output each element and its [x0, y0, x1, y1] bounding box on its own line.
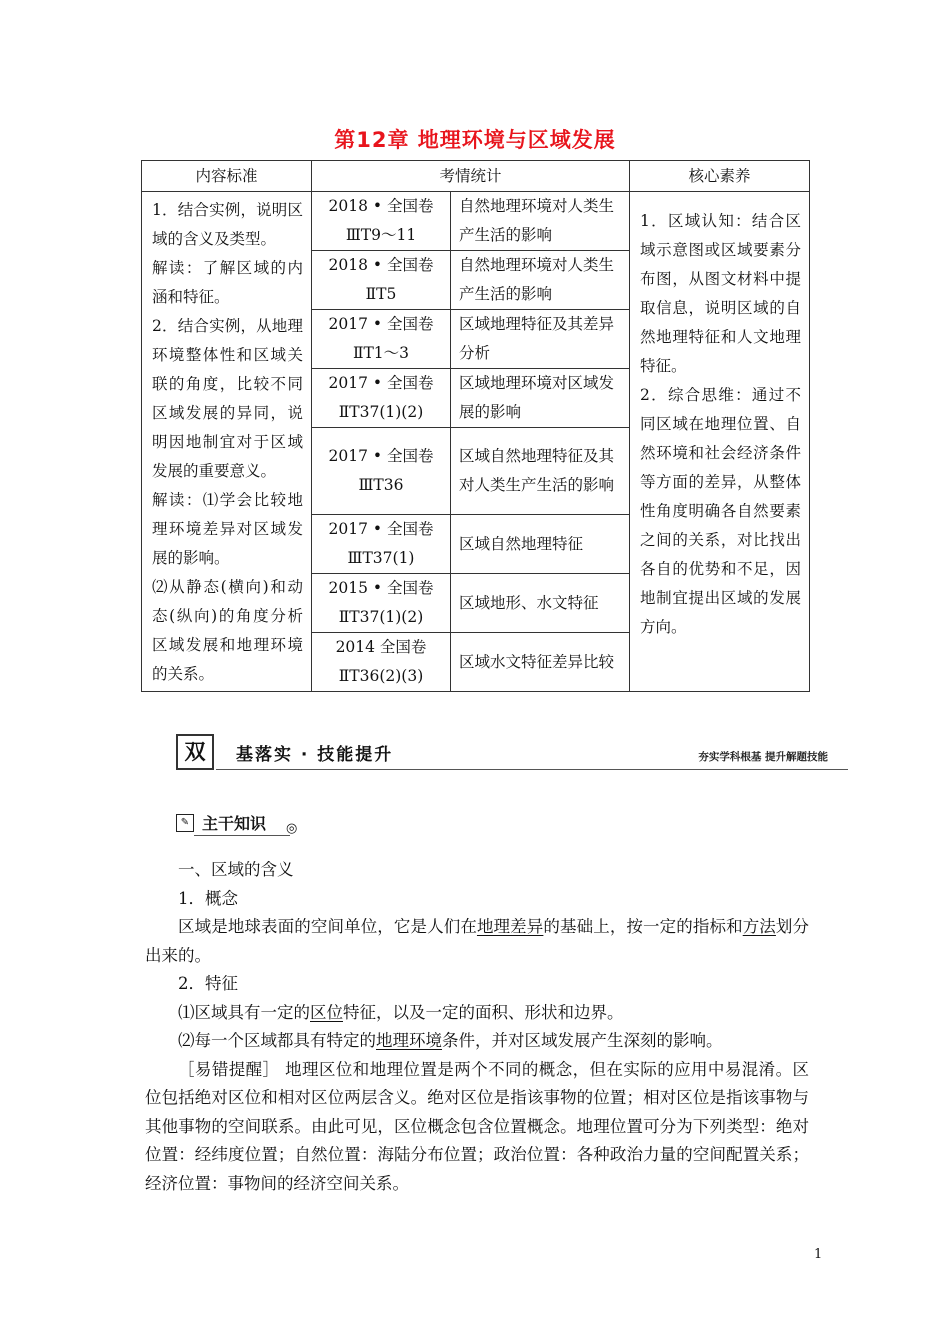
banner-box-char: 双	[176, 734, 214, 770]
literacy-text: 1．区域认知：结合区域示意图或区域要素分布图，从图文材料中提取信息，说明区域的自然地理特征和人文地理特征。	[640, 212, 802, 375]
exam-question: ⅢT37(1)	[347, 549, 415, 567]
exam-topic: 自然地理环境对人类生产生活的影响	[451, 192, 630, 251]
underlined-term: 地理环境	[376, 1031, 442, 1050]
section-title: 主干知识	[202, 814, 267, 833]
exam-topic: 区域地理环境对区域发展的影响	[451, 369, 630, 428]
underlined-term: 区位	[310, 1002, 343, 1022]
standard-text: 解读：⑴学会比较地理环境差异对区域发展的影响。	[152, 491, 303, 567]
text-span: 的基础上，按一定的指标和	[543, 917, 743, 936]
exam-source	[312, 369, 451, 428]
text-span: ⑴区域具有一定的	[178, 1002, 310, 1022]
exam-topic: 区域自然地理特征	[451, 515, 630, 574]
exam-topic: 区域自然地理特征及其对人类生产生活的影响	[451, 428, 630, 515]
text-span: 特征，以及一定的面积、形状和边界。	[343, 1002, 624, 1022]
banner-subtitle: 夯实学科根基 提升解题技能	[698, 751, 828, 763]
header-exam: 考情统计	[312, 161, 630, 192]
exam-source	[312, 633, 451, 692]
exam-source	[312, 515, 451, 574]
exam-year: 2015 • 全国卷	[328, 579, 434, 597]
exam-topic: 自然地理环境对人类生产生活的影响	[451, 251, 630, 310]
exam-source	[312, 310, 451, 369]
exam-question: ⅡT37(1)(2)	[338, 608, 424, 626]
underlined-term: 方法	[742, 917, 776, 936]
paragraph-tip: ［易错提醒］ 地理区位和地理位置是两个不同的概念，但在实际的应用中易混淆。区位包括绝对区位和相对区位两层含义。绝对区位是指该事物的位置；相对区位是指该事物与其他事物的空间联系。由此可见，区位概念包含位置概念。地理位置可分为下列类型：绝对位置：经纬度位置；自然位置：海陆分布位置；政治位置：各种政治力量的空间配置关系；经济位置：事物间的经济空间关系。	[145, 1059, 809, 1193]
underlined-term: 地理差异	[476, 917, 544, 936]
paragraph-feature-1	[145, 999, 809, 1028]
standard-text: 解读：了解区域的内涵和特征。	[152, 259, 303, 306]
exam-question: ⅢT9～11	[345, 226, 417, 244]
paragraph-concept	[145, 913, 809, 970]
heading-2: 1．概念	[178, 888, 238, 908]
standard-text: 2．结合实例，从地理环境整体性和区域关联的角度，比较不同区域发展的异同，说明因地制宜对于区域发展的重要意义。	[152, 317, 303, 480]
exam-topic: 区域地理特征及其差异分析	[451, 310, 630, 369]
page-number: 1	[814, 1247, 823, 1262]
exam-question: ⅡT5	[365, 285, 397, 303]
exam-source	[312, 192, 451, 251]
exam-year: 2017 • 全国卷	[328, 447, 434, 465]
exam-year: 2017 • 全国卷	[328, 315, 434, 333]
standard-text: ⑵从静态(横向)和动态(纵向)的角度分析区域发展和地理环境的关系。	[152, 578, 303, 683]
content-standard-cell	[142, 192, 312, 692]
exam-question: ⅡT36(2)(3)	[338, 667, 424, 685]
header-standard: 内容标准	[142, 161, 312, 192]
exam-question: ⅡT37(1)(2)	[338, 403, 424, 421]
chapter-title: 第12章 地理环境与区域发展	[334, 128, 616, 152]
standard-text: 1．结合实例，说明区域的含义及类型。	[152, 201, 303, 248]
table-header-row	[142, 161, 810, 192]
text-span: 划分出来的。	[145, 917, 810, 965]
section-underline	[194, 835, 290, 836]
exam-year: 2018 • 全国卷	[328, 256, 434, 274]
exam-year: 2014 全国卷	[335, 638, 427, 656]
pen-icon: ✎	[176, 814, 194, 832]
exam-topic: 区域水文特征差异比较	[451, 633, 630, 692]
banner-heading: 基落实 · 技能提升	[236, 745, 394, 765]
exam-question: ⅡT1～3	[352, 344, 410, 362]
text-span: 区域是地球表面的空间单位，它是人们在	[178, 917, 477, 936]
section-banner	[176, 732, 848, 772]
literacy-text: 2．综合思维：通过不同区域在地理位置、自然环境和社会经济条件等方面的差异，从整体性角度明确各自然要素之间的关系，对比找出各自的优势和不足，因地制宜提出区域的发展方向。	[640, 386, 802, 636]
exam-question: ⅢT36	[358, 476, 404, 494]
paragraph-feature-2	[145, 1027, 809, 1056]
text-span: ⑵每一个区域都具有特定的	[178, 1031, 376, 1050]
exam-topic: 区域地形、水文特征	[451, 574, 630, 633]
exam-source	[312, 428, 451, 515]
heading-1: 一、区域的含义	[178, 860, 294, 879]
text-span: 条件，并对区域发展产生深刻的影响。	[442, 1031, 723, 1050]
exam-year: 2018 • 全国卷	[328, 197, 434, 215]
curriculum-table	[141, 160, 810, 692]
core-literacy-cell	[630, 192, 810, 692]
main-text	[145, 856, 809, 1198]
exam-year: 2017 • 全国卷	[328, 520, 434, 538]
circle-icon: ◎	[286, 821, 298, 836]
exam-year: 2017 • 全国卷	[328, 374, 434, 392]
exam-source	[312, 574, 451, 633]
heading-3: 2．特征	[178, 974, 238, 993]
banner-rule	[216, 769, 848, 770]
table-row	[142, 192, 810, 251]
header-literacy: 核心素养	[630, 161, 810, 192]
exam-source	[312, 251, 451, 310]
